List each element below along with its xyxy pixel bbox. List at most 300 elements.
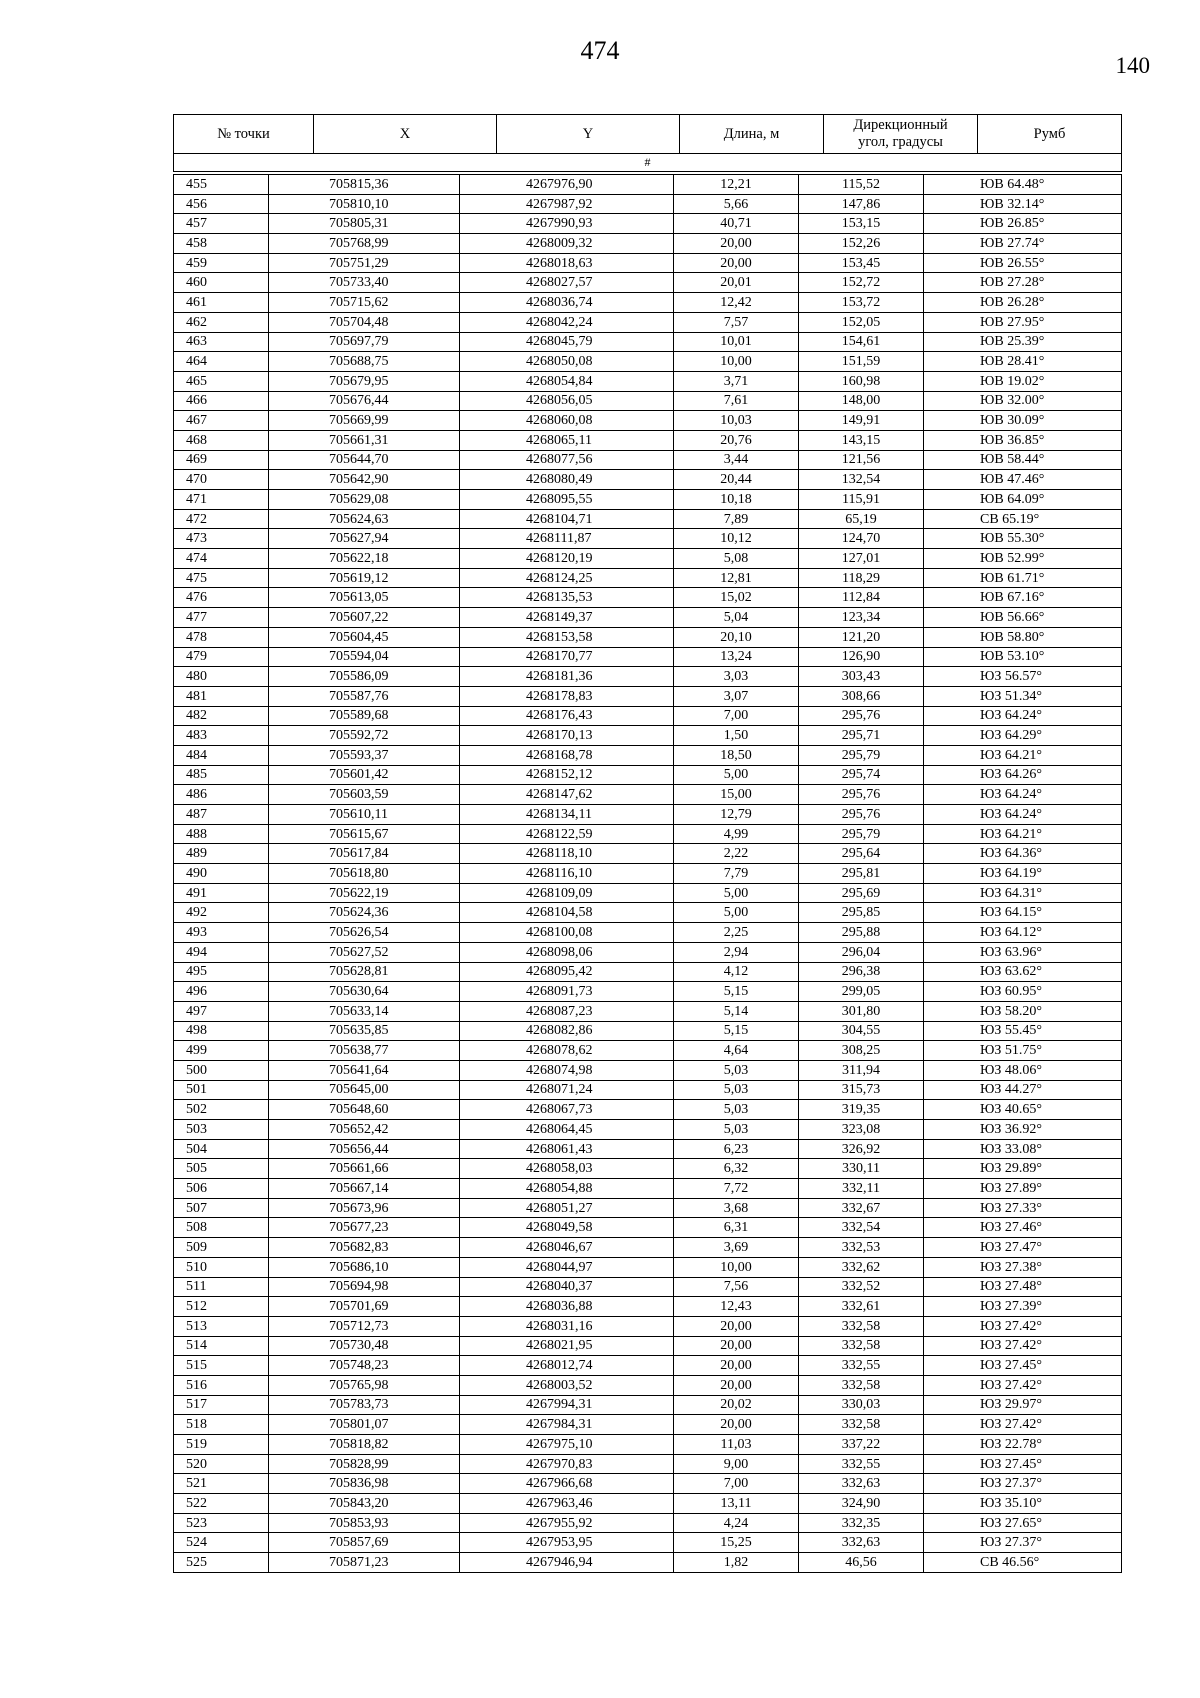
cell-x: 705783,73 <box>269 1395 460 1415</box>
table-row <box>174 312 1122 332</box>
cell-length: 13,11 <box>674 1494 799 1514</box>
table-row <box>174 686 1122 706</box>
table-row <box>174 1139 1122 1159</box>
cell-angle: 295,76 <box>799 785 924 805</box>
page-number-top: 474 <box>580 36 620 65</box>
table-row <box>174 1513 1122 1533</box>
cell-angle: 323,08 <box>799 1120 924 1140</box>
cell-length: 3,68 <box>674 1198 799 1218</box>
cell-angle: 295,71 <box>799 726 924 746</box>
cell-point: 501 <box>174 1080 269 1100</box>
cell-length: 10,00 <box>674 1257 799 1277</box>
cell-x: 705667,14 <box>269 1179 460 1199</box>
cell-y: 4268074,98 <box>460 1060 674 1080</box>
cell-angle: 154,61 <box>799 332 924 352</box>
cell-point: 478 <box>174 627 269 647</box>
cell-y: 4268067,73 <box>460 1100 674 1120</box>
cell-rumb: ЮВ 27.74° <box>924 234 1122 254</box>
cell-rumb: ЮВ 52.99° <box>924 549 1122 569</box>
cell-y: 4268018,63 <box>460 253 674 273</box>
cell-y: 4268045,79 <box>460 332 674 352</box>
cell-point: 502 <box>174 1100 269 1120</box>
cell-point: 458 <box>174 234 269 254</box>
cell-y: 4268104,58 <box>460 903 674 923</box>
cell-y: 4268091,73 <box>460 982 674 1002</box>
cell-y: 4268082,86 <box>460 1021 674 1041</box>
header-angle <box>824 115 978 154</box>
cell-y: 4268012,74 <box>460 1356 674 1376</box>
cell-x: 705669,99 <box>269 411 460 431</box>
cell-rumb: ЮЗ 44.27° <box>924 1080 1122 1100</box>
cell-y: 4268095,42 <box>460 962 674 982</box>
cell-point: 504 <box>174 1139 269 1159</box>
cell-length: 10,01 <box>674 332 799 352</box>
cell-y: 4268050,08 <box>460 352 674 372</box>
cell-length: 6,32 <box>674 1159 799 1179</box>
cell-rumb: ЮВ 25.39° <box>924 332 1122 352</box>
cell-length: 10,12 <box>674 529 799 549</box>
cell-length: 5,08 <box>674 549 799 569</box>
cell-length: 7,72 <box>674 1179 799 1199</box>
cell-length: 10,00 <box>674 352 799 372</box>
cell-rumb: ЮЗ 27.39° <box>924 1297 1122 1317</box>
cell-point: 473 <box>174 529 269 549</box>
cell-y: 4268118,10 <box>460 844 674 864</box>
table-row <box>174 745 1122 765</box>
cell-x: 705818,82 <box>269 1435 460 1455</box>
cell-length: 4,99 <box>674 824 799 844</box>
cell-point: 470 <box>174 470 269 490</box>
cell-angle: 148,00 <box>799 391 924 411</box>
cell-rumb: ЮЗ 27.33° <box>924 1198 1122 1218</box>
cell-x: 705628,81 <box>269 962 460 982</box>
header-angle-line2: угол, градусы <box>858 134 943 150</box>
cell-length: 20,44 <box>674 470 799 490</box>
cell-y: 4268104,71 <box>460 509 674 529</box>
cell-x: 705652,42 <box>269 1120 460 1140</box>
header-angle-line1: Дирекционный <box>853 117 948 133</box>
table-row <box>174 253 1122 273</box>
cell-angle: 295,79 <box>799 745 924 765</box>
cell-length: 7,00 <box>674 1474 799 1494</box>
cell-angle: 337,22 <box>799 1435 924 1455</box>
cell-point: 484 <box>174 745 269 765</box>
cell-angle: 332,35 <box>799 1513 924 1533</box>
table-row <box>174 1198 1122 1218</box>
cell-rumb: ЮЗ 27.45° <box>924 1454 1122 1474</box>
cell-angle: 147,86 <box>799 194 924 214</box>
table-row <box>174 470 1122 490</box>
cell-point: 467 <box>174 411 269 431</box>
cell-length: 13,24 <box>674 647 799 667</box>
cell-x: 705679,95 <box>269 371 460 391</box>
cell-rumb: ЮЗ 27.42° <box>924 1415 1122 1435</box>
cell-rumb: ЮВ 64.09° <box>924 490 1122 510</box>
cell-angle: 295,79 <box>799 824 924 844</box>
cell-angle: 132,54 <box>799 470 924 490</box>
table-row <box>174 1395 1122 1415</box>
cell-y: 4268095,55 <box>460 490 674 510</box>
table-row <box>174 627 1122 647</box>
table-row <box>174 667 1122 687</box>
cell-angle: 304,55 <box>799 1021 924 1041</box>
table-row <box>174 1533 1122 1553</box>
cell-length: 20,10 <box>674 627 799 647</box>
table-row <box>174 765 1122 785</box>
cell-x: 705871,23 <box>269 1553 460 1573</box>
cell-angle: 115,91 <box>799 490 924 510</box>
cell-length: 5,04 <box>674 608 799 628</box>
cell-x: 705694,98 <box>269 1277 460 1297</box>
cell-length: 20,00 <box>674 1316 799 1336</box>
cell-rumb: ЮВ 28.41° <box>924 352 1122 372</box>
table-row <box>174 726 1122 746</box>
cell-length: 2,22 <box>674 844 799 864</box>
cell-point: 463 <box>174 332 269 352</box>
cell-length: 12,42 <box>674 293 799 313</box>
cell-length: 20,00 <box>674 234 799 254</box>
cell-y: 4268051,27 <box>460 1198 674 1218</box>
cell-rumb: ЮЗ 64.24° <box>924 785 1122 805</box>
cell-y: 4268168,78 <box>460 745 674 765</box>
cell-length: 20,00 <box>674 1356 799 1376</box>
cell-angle: 295,85 <box>799 903 924 923</box>
table-row <box>174 1001 1122 1021</box>
cell-length: 18,50 <box>674 745 799 765</box>
cell-rumb: ЮЗ 33.08° <box>924 1139 1122 1159</box>
table-row <box>174 293 1122 313</box>
cell-rumb: ЮЗ 27.65° <box>924 1513 1122 1533</box>
table-row <box>174 1375 1122 1395</box>
cell-rumb: ЮЗ 64.24° <box>924 706 1122 726</box>
table-header <box>173 114 1122 172</box>
cell-y: 4267970,83 <box>460 1454 674 1474</box>
cell-angle: 153,45 <box>799 253 924 273</box>
table-row <box>174 430 1122 450</box>
cell-point: 468 <box>174 430 269 450</box>
cell-point: 508 <box>174 1218 269 1238</box>
cell-rumb: ЮЗ 63.62° <box>924 962 1122 982</box>
cell-y: 4267994,31 <box>460 1395 674 1415</box>
cell-point: 522 <box>174 1494 269 1514</box>
cell-x: 705801,07 <box>269 1415 460 1435</box>
cell-point: 495 <box>174 962 269 982</box>
cell-x: 705603,59 <box>269 785 460 805</box>
cell-length: 11,03 <box>674 1435 799 1455</box>
cell-length: 5,00 <box>674 883 799 903</box>
table-row <box>174 805 1122 825</box>
cell-rumb: ЮВ 55.30° <box>924 529 1122 549</box>
cell-point: 482 <box>174 706 269 726</box>
cell-x: 705610,11 <box>269 805 460 825</box>
cell-angle: 332,55 <box>799 1454 924 1474</box>
cell-y: 4268056,05 <box>460 391 674 411</box>
header-rumb: Румб <box>978 115 1122 154</box>
table-row <box>174 549 1122 569</box>
cell-angle: 295,81 <box>799 864 924 884</box>
cell-y: 4268087,23 <box>460 1001 674 1021</box>
cell-angle: 143,15 <box>799 430 924 450</box>
cell-point: 480 <box>174 667 269 687</box>
table-row <box>174 391 1122 411</box>
cell-point: 512 <box>174 1297 269 1317</box>
cell-x: 705733,40 <box>269 273 460 293</box>
cell-length: 15,02 <box>674 588 799 608</box>
cell-point: 464 <box>174 352 269 372</box>
cell-y: 4268060,08 <box>460 411 674 431</box>
cell-point: 498 <box>174 1021 269 1041</box>
cell-rumb: ЮЗ 60.95° <box>924 982 1122 1002</box>
cell-y: 4268061,43 <box>460 1139 674 1159</box>
cell-angle: 332,53 <box>799 1238 924 1258</box>
cell-rumb: ЮВ 58.44° <box>924 450 1122 470</box>
cell-y: 4267966,68 <box>460 1474 674 1494</box>
cell-rumb: ЮЗ 64.36° <box>924 844 1122 864</box>
cell-y: 4267946,94 <box>460 1553 674 1573</box>
cell-rumb: ЮЗ 64.21° <box>924 824 1122 844</box>
cell-rumb: ЮВ 27.95° <box>924 312 1122 332</box>
cell-x: 705676,44 <box>269 391 460 411</box>
cell-rumb: ЮЗ 51.34° <box>924 686 1122 706</box>
table-row <box>174 1100 1122 1120</box>
cell-point: 516 <box>174 1375 269 1395</box>
cell-length: 4,12 <box>674 962 799 982</box>
cell-point: 517 <box>174 1395 269 1415</box>
cell-x: 705629,08 <box>269 490 460 510</box>
cell-rumb: ЮЗ 56.57° <box>924 667 1122 687</box>
cell-rumb: ЮВ 19.02° <box>924 371 1122 391</box>
cell-point: 497 <box>174 1001 269 1021</box>
cell-x: 705677,23 <box>269 1218 460 1238</box>
cell-y: 4268147,62 <box>460 785 674 805</box>
cell-angle: 332,55 <box>799 1356 924 1376</box>
header-point: № точки <box>174 115 314 154</box>
table-row <box>174 1238 1122 1258</box>
cell-angle: 153,15 <box>799 214 924 234</box>
table-row <box>174 1553 1122 1573</box>
cell-length: 5,15 <box>674 982 799 1002</box>
cell-point: 469 <box>174 450 269 470</box>
cell-angle: 152,72 <box>799 273 924 293</box>
cell-x: 705810,10 <box>269 194 460 214</box>
cell-angle: 330,11 <box>799 1159 924 1179</box>
cell-length: 20,76 <box>674 430 799 450</box>
cell-y: 4267976,90 <box>460 175 674 195</box>
cell-point: 483 <box>174 726 269 746</box>
cell-x: 705635,85 <box>269 1021 460 1041</box>
cell-x: 705704,48 <box>269 312 460 332</box>
cell-x: 705593,37 <box>269 745 460 765</box>
cell-angle: 301,80 <box>799 1001 924 1021</box>
cell-angle: 315,73 <box>799 1080 924 1100</box>
cell-y: 4268003,52 <box>460 1375 674 1395</box>
cell-x: 705656,44 <box>269 1139 460 1159</box>
table-row <box>174 1297 1122 1317</box>
cell-length: 2,25 <box>674 923 799 943</box>
cell-length: 5,03 <box>674 1080 799 1100</box>
table-row <box>174 864 1122 884</box>
cell-x: 705715,62 <box>269 293 460 313</box>
cell-length: 5,14 <box>674 1001 799 1021</box>
cell-rumb: ЮВ 36.85° <box>924 430 1122 450</box>
cell-angle: 126,90 <box>799 647 924 667</box>
cell-angle: 152,05 <box>799 312 924 332</box>
cell-rumb: ЮВ 32.14° <box>924 194 1122 214</box>
cell-angle: 295,76 <box>799 706 924 726</box>
cell-y: 4268042,24 <box>460 312 674 332</box>
cell-point: 499 <box>174 1041 269 1061</box>
table-row <box>174 785 1122 805</box>
cell-point: 486 <box>174 785 269 805</box>
cell-x: 705587,76 <box>269 686 460 706</box>
cell-angle: 296,38 <box>799 962 924 982</box>
cell-length: 20,00 <box>674 1415 799 1435</box>
cell-y: 4268153,58 <box>460 627 674 647</box>
cell-x: 705589,68 <box>269 706 460 726</box>
table-row <box>174 1080 1122 1100</box>
cell-point: 505 <box>174 1159 269 1179</box>
cell-point: 476 <box>174 588 269 608</box>
cell-point: 471 <box>174 490 269 510</box>
table-row <box>174 608 1122 628</box>
cell-rumb: ЮВ 61.71° <box>924 568 1122 588</box>
cell-point: 460 <box>174 273 269 293</box>
cell-x: 705815,36 <box>269 175 460 195</box>
cell-length: 4,64 <box>674 1041 799 1061</box>
cell-x: 705686,10 <box>269 1257 460 1277</box>
cell-length: 3,03 <box>674 667 799 687</box>
cell-point: 493 <box>174 923 269 943</box>
cell-x: 705768,99 <box>269 234 460 254</box>
cell-point: 477 <box>174 608 269 628</box>
cell-y: 4268181,36 <box>460 667 674 687</box>
cell-point: 506 <box>174 1179 269 1199</box>
table-row <box>174 1454 1122 1474</box>
cell-y: 4268178,83 <box>460 686 674 706</box>
cell-y: 4268149,37 <box>460 608 674 628</box>
cell-rumb: ЮЗ 27.37° <box>924 1533 1122 1553</box>
cell-rumb: ЮЗ 51.75° <box>924 1041 1122 1061</box>
cell-rumb: ЮЗ 55.45° <box>924 1021 1122 1041</box>
cell-angle: 332,58 <box>799 1336 924 1356</box>
table-row <box>174 706 1122 726</box>
cell-length: 15,25 <box>674 1533 799 1553</box>
cell-angle: 311,94 <box>799 1060 924 1080</box>
cell-length: 5,03 <box>674 1100 799 1120</box>
cell-point: 500 <box>174 1060 269 1080</box>
cell-point: 494 <box>174 942 269 962</box>
cell-angle: 160,98 <box>799 371 924 391</box>
cell-rumb: ЮЗ 64.26° <box>924 765 1122 785</box>
table-row <box>174 352 1122 372</box>
cell-length: 7,61 <box>674 391 799 411</box>
cell-length: 5,15 <box>674 1021 799 1041</box>
cell-x: 705661,31 <box>269 430 460 450</box>
cell-x: 705836,98 <box>269 1474 460 1494</box>
cell-length: 20,01 <box>674 273 799 293</box>
cell-point: 457 <box>174 214 269 234</box>
cell-rumb: ЮЗ 22.78° <box>924 1435 1122 1455</box>
cell-x: 705642,90 <box>269 470 460 490</box>
cell-angle: 296,04 <box>799 942 924 962</box>
table-row <box>174 1041 1122 1061</box>
cell-point: 520 <box>174 1454 269 1474</box>
cell-x: 705594,04 <box>269 647 460 667</box>
cell-length: 12,43 <box>674 1297 799 1317</box>
cell-rumb: ЮЗ 63.96° <box>924 942 1122 962</box>
cell-length: 3,71 <box>674 371 799 391</box>
cell-y: 4268122,59 <box>460 824 674 844</box>
cell-y: 4268134,11 <box>460 805 674 825</box>
table-row <box>174 1120 1122 1140</box>
table-row <box>174 1316 1122 1336</box>
cell-rumb: ЮЗ 64.19° <box>924 864 1122 884</box>
cell-y: 4268046,67 <box>460 1238 674 1258</box>
cell-angle: 151,59 <box>799 352 924 372</box>
cell-point: 472 <box>174 509 269 529</box>
cell-rumb: ЮВ 26.85° <box>924 214 1122 234</box>
cell-rumb: ЮЗ 29.97° <box>924 1395 1122 1415</box>
cell-length: 5,00 <box>674 903 799 923</box>
cell-rumb: ЮВ 30.09° <box>924 411 1122 431</box>
cell-angle: 295,69 <box>799 883 924 903</box>
cell-x: 705853,93 <box>269 1513 460 1533</box>
cell-length: 5,03 <box>674 1120 799 1140</box>
cell-angle: 295,76 <box>799 805 924 825</box>
cell-rumb: ЮВ 67.16° <box>924 588 1122 608</box>
cell-rumb: ЮЗ 64.24° <box>924 805 1122 825</box>
cell-x: 705604,45 <box>269 627 460 647</box>
cell-rumb: ЮЗ 27.42° <box>924 1336 1122 1356</box>
cell-rumb: СВ 46.56° <box>924 1553 1122 1573</box>
cell-angle: 332,58 <box>799 1375 924 1395</box>
cell-rumb: ЮЗ 64.12° <box>924 923 1122 943</box>
cell-length: 7,89 <box>674 509 799 529</box>
cell-point: 511 <box>174 1277 269 1297</box>
cell-rumb: ЮВ 26.28° <box>924 293 1122 313</box>
cell-y: 4267975,10 <box>460 1435 674 1455</box>
cell-x: 705843,20 <box>269 1494 460 1514</box>
table-row <box>174 214 1122 234</box>
cell-x: 705592,72 <box>269 726 460 746</box>
cell-x: 705857,69 <box>269 1533 460 1553</box>
cell-x: 705624,36 <box>269 903 460 923</box>
cell-rumb: ЮВ 27.28° <box>924 273 1122 293</box>
cell-point: 475 <box>174 568 269 588</box>
table-row <box>174 509 1122 529</box>
cell-point: 474 <box>174 549 269 569</box>
cell-angle: 303,43 <box>799 667 924 687</box>
cell-length: 12,21 <box>674 175 799 195</box>
cell-x: 705688,75 <box>269 352 460 372</box>
cell-x: 705638,77 <box>269 1041 460 1061</box>
subheader-hash: # <box>174 154 1122 172</box>
cell-x: 705828,99 <box>269 1454 460 1474</box>
cell-y: 4268124,25 <box>460 568 674 588</box>
cell-angle: 121,56 <box>799 450 924 470</box>
cell-y: 4268135,53 <box>460 588 674 608</box>
cell-x: 705626,54 <box>269 923 460 943</box>
cell-y: 4268100,08 <box>460 923 674 943</box>
cell-angle: 332,63 <box>799 1533 924 1553</box>
cell-x: 705624,63 <box>269 509 460 529</box>
cell-angle: 330,03 <box>799 1395 924 1415</box>
table-row <box>174 1218 1122 1238</box>
cell-length: 7,57 <box>674 312 799 332</box>
cell-length: 1,50 <box>674 726 799 746</box>
cell-angle: 123,34 <box>799 608 924 628</box>
cell-angle: 332,52 <box>799 1277 924 1297</box>
